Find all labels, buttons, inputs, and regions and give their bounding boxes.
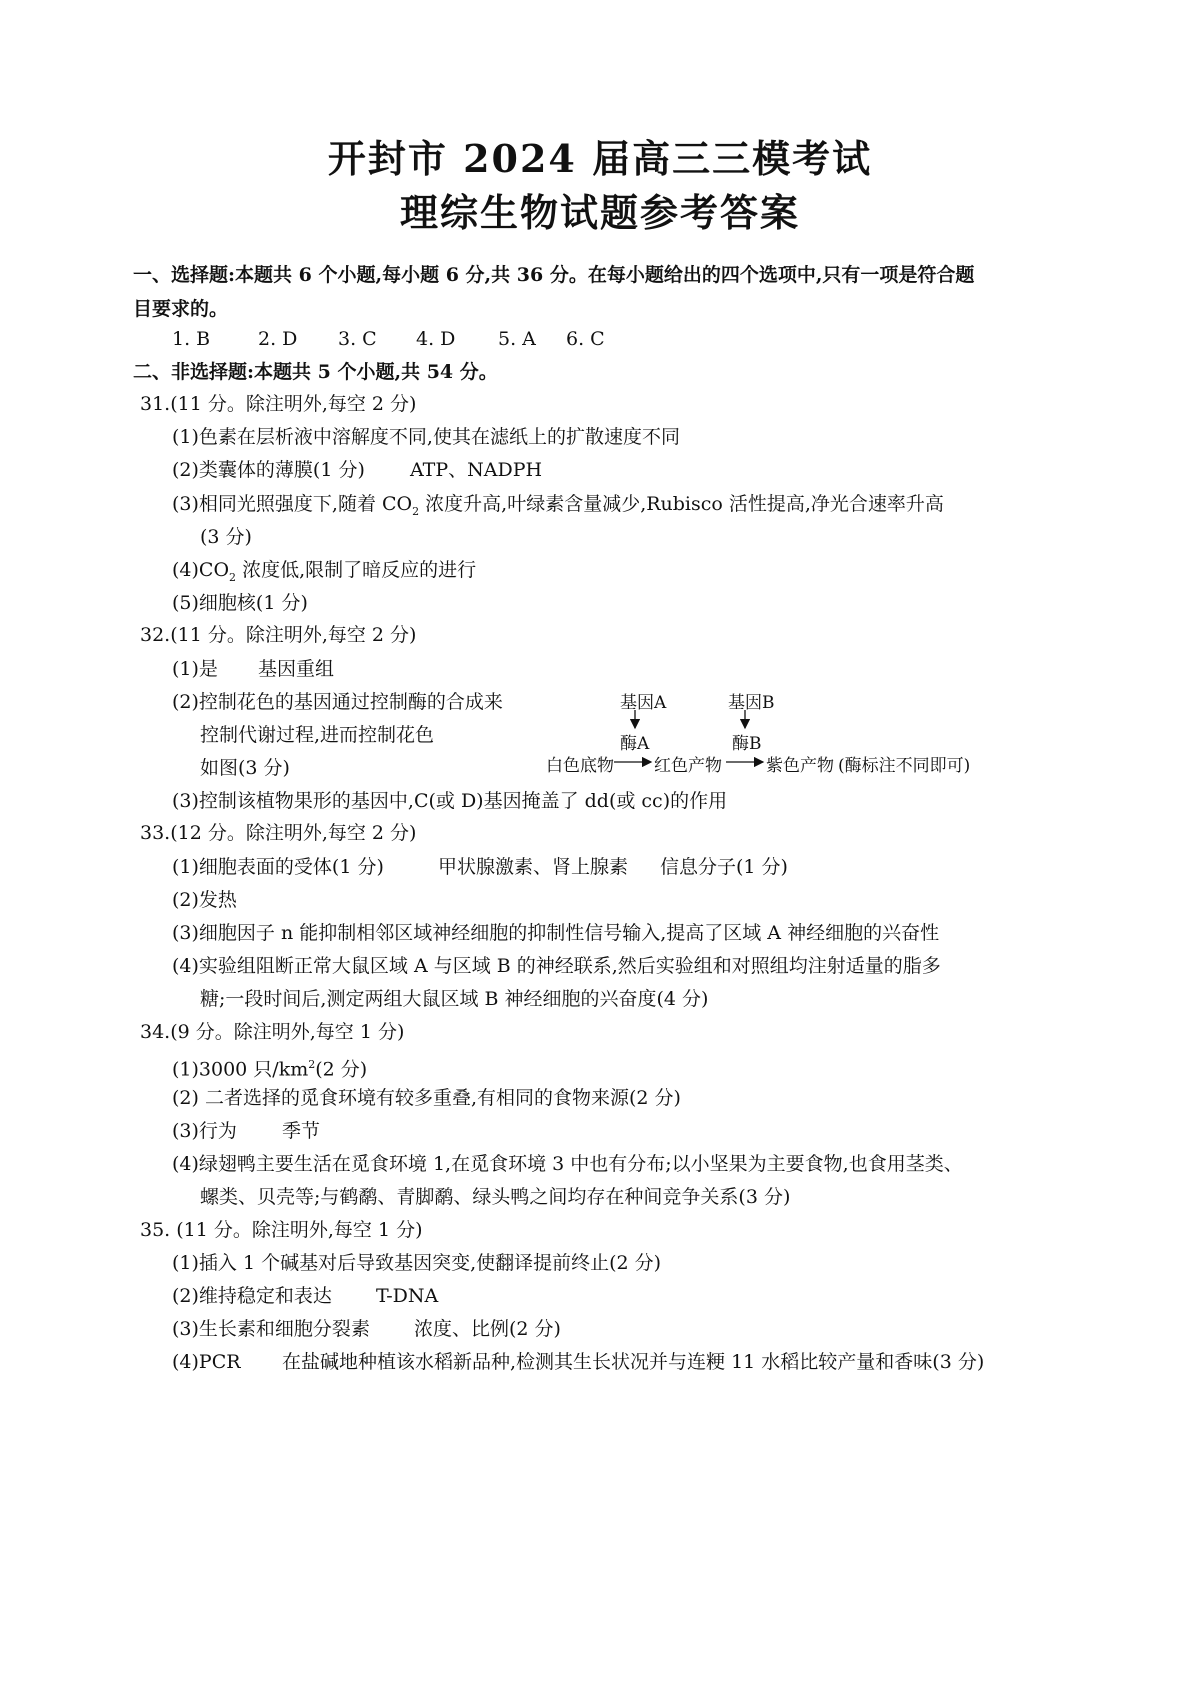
q33-item-1b: 甲状腺激素、肾上腺素 (438, 856, 629, 878)
q35-item-4b: 在盐碱地种植该水稻新品种,检测其生长状况并与连粳 11 水稻比较产量和香味(3 分) (282, 1351, 985, 1373)
q33-item-4-cont: 糖;一段时间后,测定两组大鼠区域 B 神经细胞的兴奋度(4 分) (200, 988, 709, 1010)
answer-6: 6. C (566, 328, 605, 350)
gene-b-label: 基因B (728, 693, 775, 713)
q32-item-1a: (1)是 (172, 658, 218, 680)
q35-item-2a: (2)维持稳定和表达 (172, 1285, 332, 1307)
enzyme-b-label: 酶B (732, 734, 762, 754)
section1-heading-cont: 目要求的。 (133, 298, 229, 320)
purple-product-label: 紫色产物 (766, 756, 834, 776)
answer-3: 3. C (338, 328, 377, 350)
section1-heading: 一、选择题:本题共 6 个小题,每小题 6 分,共 36 分。在每小题给出的四个选项中,只有一项是符合题 (133, 264, 975, 286)
page-subtitle: 理综生物试题参考答案 (399, 190, 800, 235)
superscript: 2 (308, 1058, 316, 1071)
q34-item-2: (2) 二者选择的觅食环境有较多重叠,有相同的食物来源(2 分) (172, 1087, 681, 1109)
q31-item-4-post: 浓度低,限制了暗反应的进行 (236, 559, 477, 581)
q33-item-4: (4)实验组阻断正常大鼠区域 A 与区域 B 的神经联系,然后实验组和对照组均注射适量的脂多 (172, 955, 941, 977)
q34-item-1 (172, 1052, 367, 1082)
q35-item-4 (172, 1349, 984, 1375)
subscript: 2 (229, 570, 237, 584)
q31-item-1: (1)色素在层析液中溶解度不同,使其在滤纸上的扩散速度不同 (172, 426, 680, 448)
subscript: 2 (412, 504, 420, 518)
q35-header: 35. (11 分。除注明外,每空 1 分) (140, 1219, 423, 1241)
diagram-note: (酶标注不同即可) (838, 756, 971, 776)
q31-item-3-pre: (3)相同光照强度下,随着 CO (172, 493, 413, 515)
q31-item-2a: (2)类囊体的薄膜(1 分) (172, 459, 365, 481)
q33-item-1a: (1)细胞表面的受体(1 分) (172, 856, 384, 878)
q32-item-3: (3)控制该植物果形的基因中,C(或 D)基因掩盖了 dd(或 cc)的作用 (172, 790, 728, 812)
q32-item-2-fig: 如图(3 分) (200, 757, 290, 779)
q35-item-4a: (4)PCR (172, 1351, 241, 1373)
q35-item-3a: (3)生长素和细胞分裂素 (172, 1318, 370, 1340)
q33-item-3: (3)细胞因子 n 能抑制相邻区域神经细胞的抑制性信号输入,提高了区域 A 神经细胞的兴奋性 (172, 922, 940, 944)
q34-item-1-post: (2 分) (315, 1058, 368, 1081)
answer-2: 2. D (258, 328, 298, 350)
q34-item-3b: 季节 (282, 1120, 321, 1142)
q31-item-2b: ATP、NADPH (410, 459, 543, 481)
q34-item-3a: (3)行为 (172, 1120, 237, 1142)
q34-header: 34.(9 分。除注明外,每空 1 分) (140, 1021, 405, 1043)
q31-item-3-post: 浓度升高,叶绿素含量减少,Rubisco 活性提高,净光合速率升高 (419, 493, 944, 515)
q31-header: 31.(11 分。除注明外,每空 2 分) (140, 393, 417, 415)
page-title: 开封市 2024 届高三三模考试 (327, 136, 873, 181)
q35-item-3 (172, 1316, 561, 1342)
q34-item-3 (172, 1118, 320, 1144)
red-product-label: 红色产物 (654, 756, 722, 776)
q35-item-3b: 浓度、比例(2 分) (414, 1318, 561, 1340)
q31-item-4-pre: (4)CO (172, 559, 230, 581)
answer-4: 4. D (416, 328, 456, 350)
q31-item-5: (5)细胞核(1 分) (172, 592, 308, 614)
q32-item-1b: 基因重组 (258, 658, 335, 680)
q34-item-1-pre: (1)3000 只/km (172, 1058, 309, 1081)
q33-item-2: (2)发热 (172, 889, 237, 911)
white-substrate-label: 白色底物 (546, 756, 614, 776)
answer-1: 1. B (172, 328, 211, 350)
q34-item-4: (4)绿翅鸭主要生活在觅食环境 1,在觅食环境 3 中也有分布;以小坚果为主要食物,也食用茎类、 (172, 1153, 963, 1175)
q35-item-2b: T-DNA (376, 1285, 439, 1307)
q33-item-1 (172, 854, 788, 880)
q31-item-3-score: (3 分) (200, 526, 252, 548)
q34-item-4-cont: 螺类、贝壳等;与鹤鹬、青脚鹬、绿头鸭之间均存在种间竞争关系(3 分) (200, 1186, 791, 1208)
answer-5: 5. A (498, 328, 536, 350)
q32-item-2-cont: 控制代谢过程,进而控制花色 (200, 724, 435, 746)
gene-a-label: 基因A (620, 693, 667, 713)
q32-item-2: (2)控制花色的基因通过控制酶的合成来 (172, 691, 503, 713)
q33-item-1c: 信息分子(1 分) (660, 856, 788, 878)
q33-header: 33.(12 分。除注明外,每空 2 分) (140, 822, 417, 844)
q35-item-1: (1)插入 1 个碱基对后导致基因突变,使翻译提前终止(2 分) (172, 1252, 662, 1274)
q32-header: 32.(11 分。除注明外,每空 2 分) (140, 624, 417, 646)
diagram-arrows (0, 0, 1200, 800)
q35-item-2 (172, 1283, 438, 1309)
section2-heading: 二、非选择题:本题共 5 个小题,共 54 分。 (133, 361, 498, 383)
enzyme-a-label: 酶A (620, 734, 650, 754)
